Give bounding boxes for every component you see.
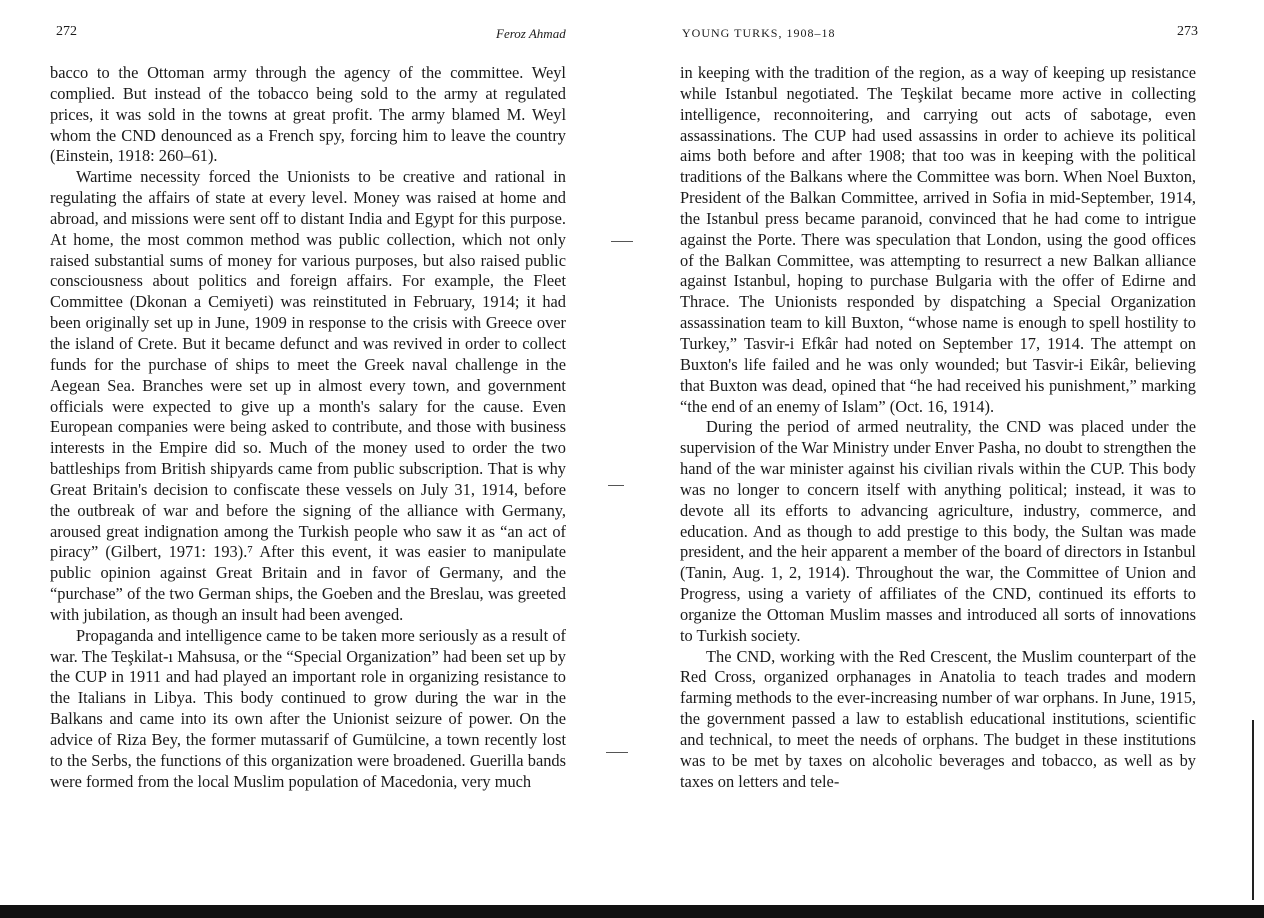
gutter-mark (606, 752, 628, 753)
gutter-mark (611, 241, 633, 242)
paragraph: Wartime necessity forced the Unionists to be creative and rational in regulating the affairs of state at every level. Money was raised at home and abroad, and missions were sent off to distant India and Egypt for this purpose. At home, the most common method was public collection, which not only raised substantial sums of money for various purposes, but also raised public consciousness about politics and foreign affairs. For example, the Fleet Committee (Dkonan a Cemiyeti) was reinstituted in February, 1914; it had been originally set up in June, 1909 in response to the crisis with Greece over the island of Crete. But it became defunct and was revived in order to collect funds for the purchase of ships to meet the Greek naval challenge in the Aegean Sea. Branches were set up in almost every town, and government officials were expected to give up a month's salary for the cause. Even European companies were being asked to contribute, and those with business interests in the Empire did so. Much of the money used to order the two battleships from British shipyards came from public subscription. That is why Great Britain's decision to confiscate these vessels on July 31, 1914, before the outbreak of war and before the signing of the alliance with Germany, aroused great indignation among the Turkish people who saw it as “an act of piracy” (Gilbert, 1971: 193).⁷ After this event, it was easier to manipulate public opinion against Great Britain and in favor of Germany, and the “purchase” of the two German ships, the Goeben and the Breslau, was greeted with jubilation, as though an insult had been avenged. (50, 167, 566, 624)
paragraph: in keeping with the tradition of the region, as a way of keeping up resistance while Istanbul negotiated. The Teşkilat became more active in collecting intelligence, reconnoitering, and carrying out acts of sabotage, even assassinations. The CUP had used assassins in order to achieve its political aims both before and after 1908; that too was in keeping with the political traditions of the Balkans where the Committee was born. When Noel Buxton, President of the Balkan Committee, arrived in Sofia in mid-September, 1914, the Istanbul press became paranoid, convinced that he had come to intrigue against the Porte. There was speculation that London, using the good offices of the Balkan Committee, was attempting to resurrect a new Balkan alliance against Istanbul, hoping to purchase Bulgaria with the offer of Edirne and Thrace. The Unionists responded by dispatching a Special Organization assassination team to kill Buxton, “whose name is enough to spell hostility to Turkey,” Tasvir-i Efkâr had noted on September 17, 1914. The attempt on Buxton's life failed and he was only wounded; but Tasvir-i Eikâr, believing that Buxton was dead, opined that “he had received his punishment,” marking “the end of an enemy of Islam” (Oct. 16, 1914). (680, 63, 1196, 416)
right-page-body (680, 63, 1196, 793)
right-page (632, 0, 1264, 918)
right-running-head: YOUNG TURKS, 1908–18 (682, 26, 836, 40)
gutter-mark (608, 485, 624, 486)
right-page-number: 273 (1177, 24, 1198, 39)
paragraph: Propaganda and intelligence came to be taken more seriously as a result of war. The Teşkilat-ı Mahsusa, or the “Special Organization” had been set up by the CUP in 1911 and had played an important role in organizing resistance to the Italians in Libya. This body continued to grow during the war in the Balkans and came into its own after the Unionist seizure of power. On the advice of Riza Bey, the former mutassarif of Gumülcine, a town recently lost to the Serbs, the functions of this organization were broadened. Guerilla bands were formed from the local Muslim population of Macedonia, very much (50, 625, 566, 791)
scan-bottom-edge (0, 905, 1264, 918)
left-page-number: 272 (56, 24, 77, 39)
paragraph: The CND, working with the Red Crescent, the Muslim counterpart of the Red Cross, organized orphanages in Anatolia to teach trades and modern farming methods to the ever-increasing number of war orphans. In June, 1915, the government passed a law to establish educational institutions, scientific and technical, to meet the needs of orphans. The budget in these institutions was to be met by taxes on alcoholic beverages and tobacco, as well as by taxes on letters and tele- (680, 646, 1196, 791)
left-running-head: Feroz Ahmad (496, 26, 566, 41)
left-page-body (50, 63, 566, 793)
paragraph: During the period of armed neutrality, the CND was placed under the supervision of the War Ministry under Enver Pasha, no doubt to strengthen the hand of the war minister against his civilian rivals within the CUP. This body was no longer to concern itself with anything political; instead, it was to devote all its efforts to advancing agriculture, industry, commerce, and education. And as though to add prestige to this body, the Sultan was made president, and the heir apparent a member of the board of directors in Istanbul (Tanin, Aug. 1, 2, 1914). Throughout the war, the Committee of Union and Progress, using a variety of affiliates of the CND, continued its efforts to organize the Ottoman Muslim masses and introduced all sorts of innovations to Turkish society. (680, 417, 1196, 645)
scan-edge-line (1252, 720, 1254, 900)
paragraph: bacco to the Ottoman army through the agency of the committee. Weyl complied. But instead of the tobacco being sold to the army at regulated prices, it was sold in the towns at great profit. The army blamed M. Weyl whom the CND denounced as a French spy, forcing him to leave the country (Einstein, 1918: 260–61). (50, 63, 566, 166)
